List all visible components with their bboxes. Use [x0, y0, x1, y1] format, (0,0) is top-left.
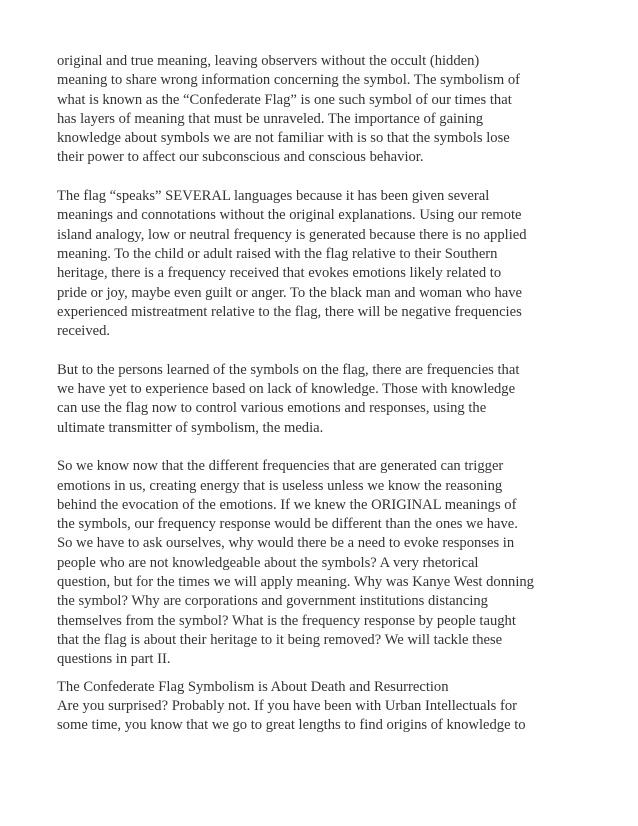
paragraph-2: The flag “speaks” SEVERAL languages because it has been given several meanings and connotations without the original explanations. Using our remote island analogy, low or neutral frequency is generated because there is no applied meaning. To the child or adult raised with the flag relative to their Southern heritage, there is a frequency received that evokes emotions likely related to pride or joy, maybe even guilt or anger. To the black man and woman who have experienced mistreatment relative to the flag, there will be negative frequencies received.	[57, 188, 527, 340]
paragraph-1: original and true meaning, leaving observers without the occult (hidden) meaning to share wrong information concerning the symbol. The symbolism of what is known as the “Confederate Flag” is one such symbol of our times that has layers of meaning that must be unraveled. The importance of gaining knowledge about symbols we are not familiar with is so that the symbols lose their power to affect our subconscious and conscious behavior.	[57, 53, 520, 166]
paragraph-3: But to the persons learned of the symbols on the flag, there are frequencies that we have yet to experience based on lack of knowledge. Those with knowledge can use the flag now to control various emotions and responses, using the ultimate transmitter of symbolism, the media.	[57, 361, 520, 436]
paragraph-4: So we know now that the different frequencies that are generated can trigger emotions in us, creating energy that is useless unless we know the reasoning behind the evocation of the emotions. If we knew the ORIGINAL meanings of the symbols, our frequency response would be different than the ones we have. So we have to ask ourselves, why would there be a need to evoke responses in people who are not knowledgeable about the symbols? A very rhetorical question, but for the times we will apply meaning. Why was Kanye West donning the symbol? Why are corporations and government institutions distancing themselves from the symbol? What is the frequency response by people taught that the flag is about their heritage to it being removed? We will tackle these questions in part II.	[57, 458, 534, 668]
section-heading: The Confederate Flag Symbolism is About Death and Resurrection	[57, 678, 449, 695]
document-page	[57, 52, 587, 735]
paragraph-5: Are you surprised? Probably not. If you have been with Urban Intellectuals for some time, you know that we go to great lengths to find origins of knowledge to	[57, 697, 526, 734]
